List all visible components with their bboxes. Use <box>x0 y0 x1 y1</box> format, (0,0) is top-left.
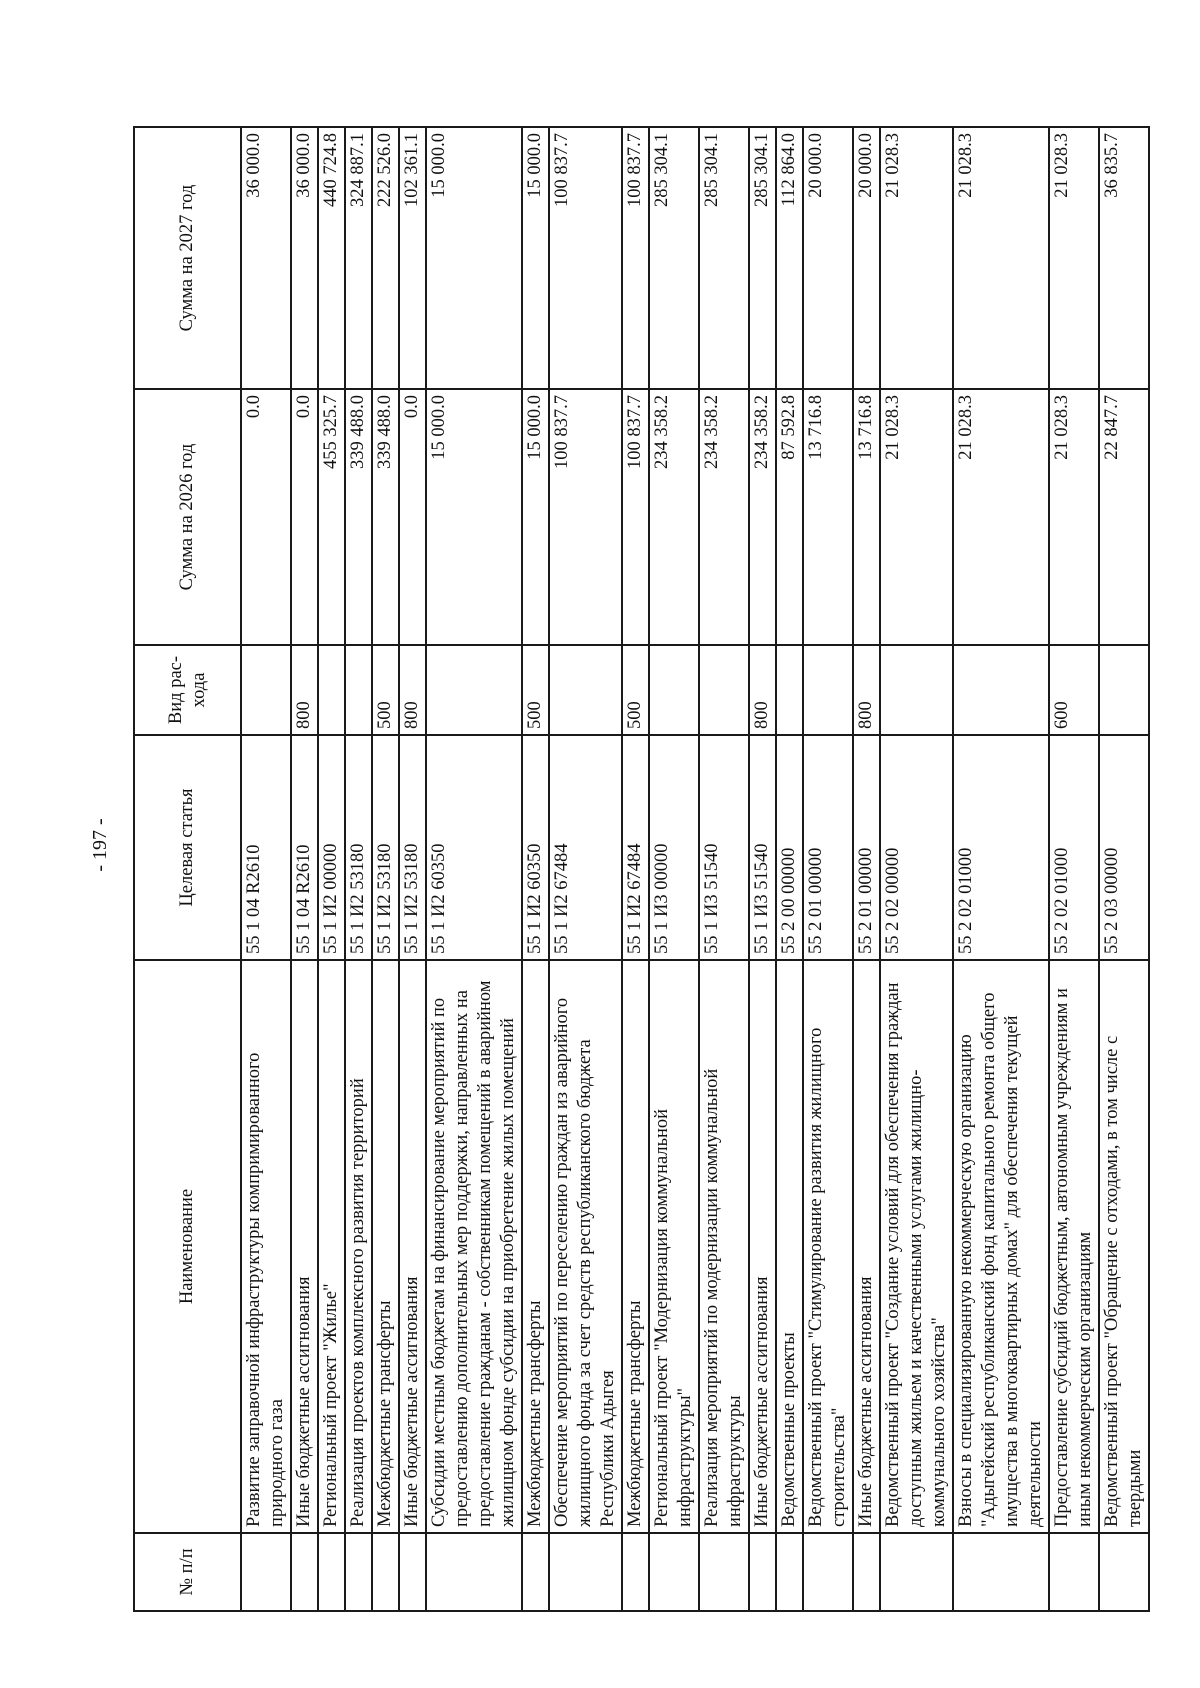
header-name: Наименование <box>134 960 241 1533</box>
row-sum-2026: 21 028.3 <box>1049 389 1099 645</box>
row-sum-2026: 0.0 <box>291 389 318 645</box>
row-sum-2027: 285 304.1 <box>649 127 699 389</box>
row-expense-type <box>549 645 622 735</box>
row-sum-2026: 13 716.8 <box>803 389 853 645</box>
rotated-document <box>133 128 1145 1612</box>
row-num <box>699 1533 749 1611</box>
table-row <box>549 127 622 1611</box>
row-name: Предоставление субсидий бюджетным, автономным учреждениям и иным некоммерческим организациям <box>1049 960 1099 1533</box>
row-name: Иные бюджетные ассигнования <box>291 960 318 1533</box>
row-sum-2026: 100 837.7 <box>549 389 622 645</box>
header-num: № п/п <box>134 1533 241 1611</box>
table-row <box>699 127 749 1611</box>
row-expense-type: 500 <box>622 645 649 735</box>
row-sum-2026: 21 028.3 <box>880 389 953 645</box>
row-num <box>241 1533 291 1611</box>
row-sum-2027: 285 304.1 <box>699 127 749 389</box>
row-name: Реализация мероприятий по модернизации коммунальной инфраструктуры <box>699 960 749 1533</box>
row-sum-2027: 285 304.1 <box>749 127 776 389</box>
row-expense-type <box>776 645 803 735</box>
row-num <box>426 1533 522 1611</box>
row-num <box>953 1533 1049 1611</box>
row-article: 55 2 02 00000 <box>880 735 953 960</box>
row-article: 55 2 01 00000 <box>803 735 853 960</box>
row-sum-2027: 15 000.0 <box>426 127 522 389</box>
row-article: 55 1 04 R2610 <box>291 735 318 960</box>
row-num <box>372 1533 399 1611</box>
row-expense-type: 600 <box>1049 645 1099 735</box>
row-expense-type: 800 <box>749 645 776 735</box>
table-row <box>399 127 426 1611</box>
row-expense-type: 800 <box>291 645 318 735</box>
row-name: Иные бюджетные ассигнования <box>399 960 426 1533</box>
row-article: 55 1 И2 53180 <box>399 735 426 960</box>
table-row <box>241 127 291 1611</box>
table-header-row <box>134 127 241 1611</box>
row-num <box>1049 1533 1099 1611</box>
row-expense-type: 500 <box>522 645 549 735</box>
row-sum-2026: 15 000.0 <box>522 389 549 645</box>
row-name: Реализация проектов комплексного развития территорий <box>345 960 372 1533</box>
row-sum-2027: 222 526.0 <box>372 127 399 389</box>
row-expense-type <box>803 645 853 735</box>
row-name: Ведомственный проект "Стимулирование развития жилищного строительства" <box>803 960 853 1533</box>
row-sum-2027: 20 000.0 <box>803 127 853 389</box>
row-sum-2027: 21 028.3 <box>953 127 1049 389</box>
row-expense-type <box>241 645 291 735</box>
row-sum-2027: 36 000.0 <box>241 127 291 389</box>
row-name: Иные бюджетные ассигнования <box>853 960 880 1533</box>
row-article: 55 1 И3 51540 <box>699 735 749 960</box>
page-number: - 197 - <box>89 818 111 872</box>
row-sum-2026: 21 028.3 <box>953 389 1049 645</box>
row-article: 55 1 И2 53180 <box>372 735 399 960</box>
table-row <box>880 127 953 1611</box>
row-name: Межбюджетные трансферты <box>372 960 399 1533</box>
row-sum-2026: 87 592.8 <box>776 389 803 645</box>
row-name: Межбюджетные трансферты <box>522 960 549 1533</box>
row-num <box>880 1533 953 1611</box>
row-sum-2026: 234 358.2 <box>699 389 749 645</box>
row-article: 55 1 И2 60350 <box>522 735 549 960</box>
row-sum-2026: 22 847.7 <box>1099 389 1149 645</box>
table-row <box>622 127 649 1611</box>
row-name: Ведомственный проект "Создание условий для обеспечения граждан доступным жильем и качественными услугами жилищно-коммунального хозяйства" <box>880 960 953 1533</box>
header-sum-2027: Сумма на 2027 год <box>134 127 241 389</box>
row-sum-2026: 455 325.7 <box>318 389 345 645</box>
row-sum-2027: 15 000.0 <box>522 127 549 389</box>
row-expense-type <box>426 645 522 735</box>
row-article: 55 1 04 R2610 <box>241 735 291 960</box>
row-num <box>1099 1533 1149 1611</box>
table-row <box>1099 127 1149 1611</box>
row-article: 55 2 01 00000 <box>853 735 880 960</box>
row-name: Ведомственный проект "Обращение с отходами, в том числе с твердыми <box>1099 960 1149 1533</box>
row-expense-type <box>953 645 1049 735</box>
row-name: Взносы в специализированную некоммерческую организацию "Адыгейский республиканский фонд капитального ремонта общего имущества в многоквартирных домах" для обеспечения текущей деятельности <box>953 960 1049 1533</box>
table-row <box>291 127 318 1611</box>
row-name: Иные бюджетные ассигнования <box>749 960 776 1533</box>
budget-table <box>133 126 1150 1612</box>
table-row <box>953 127 1049 1611</box>
row-expense-type <box>699 645 749 735</box>
table-row <box>853 127 880 1611</box>
row-sum-2027: 324 887.1 <box>345 127 372 389</box>
row-num <box>622 1533 649 1611</box>
row-sum-2026: 15 000.0 <box>426 389 522 645</box>
row-sum-2027: 440 724.8 <box>318 127 345 389</box>
row-expense-type <box>345 645 372 735</box>
row-name: Обеспечение мероприятий по переселению граждан из аварийного жилищного фонда за счет средств республиканского бюджета Республики Адыгея <box>549 960 622 1533</box>
row-num <box>649 1533 699 1611</box>
row-sum-2027: 100 837.7 <box>622 127 649 389</box>
row-expense-type: 800 <box>399 645 426 735</box>
row-name: Ведомственные проекты <box>776 960 803 1533</box>
row-sum-2026: 234 358.2 <box>649 389 699 645</box>
row-expense-type <box>649 645 699 735</box>
header-article: Целевая статья <box>134 735 241 960</box>
row-sum-2026: 0.0 <box>399 389 426 645</box>
row-name: Региональный проект "Жилье" <box>318 960 345 1533</box>
row-article: 55 2 00 00000 <box>776 735 803 960</box>
header-sum-2026: Сумма на 2026 год <box>134 389 241 645</box>
row-sum-2027: 36 835.7 <box>1099 127 1149 389</box>
table-row <box>372 127 399 1611</box>
table-row <box>649 127 699 1611</box>
row-sum-2027: 36 000.0 <box>291 127 318 389</box>
row-num <box>522 1533 549 1611</box>
row-article: 55 1 И3 00000 <box>649 735 699 960</box>
row-name: Субсидии местным бюджетам на финансирование мероприятий по предоставлению дополнительных мер поддержки, направленных на предоставление гражданам - собственникам помещений в аварийном жилищном фонде субсидии на приобретение жилых помещений <box>426 960 522 1533</box>
row-expense-type: 500 <box>372 645 399 735</box>
row-article: 55 1 И2 00000 <box>318 735 345 960</box>
row-name: Межбюджетные трансферты <box>622 960 649 1533</box>
row-num <box>853 1533 880 1611</box>
row-sum-2027: 102 361.1 <box>399 127 426 389</box>
row-sum-2027: 21 028.3 <box>880 127 953 389</box>
row-sum-2026: 0.0 <box>241 389 291 645</box>
row-num <box>803 1533 853 1611</box>
row-num <box>749 1533 776 1611</box>
table-row <box>776 127 803 1611</box>
row-expense-type <box>1099 645 1149 735</box>
table-row <box>803 127 853 1611</box>
table-row <box>318 127 345 1611</box>
row-expense-type <box>880 645 953 735</box>
table-row <box>749 127 776 1611</box>
table-row <box>426 127 522 1611</box>
row-sum-2027: 21 028.3 <box>1049 127 1099 389</box>
row-num <box>549 1533 622 1611</box>
table-row <box>522 127 549 1611</box>
row-num <box>776 1533 803 1611</box>
row-num <box>345 1533 372 1611</box>
row-sum-2027: 112 864.0 <box>776 127 803 389</box>
table-row <box>345 127 372 1611</box>
header-expense-type: Вид рас-хода <box>134 645 241 735</box>
row-num <box>291 1533 318 1611</box>
row-sum-2026: 234 358.2 <box>749 389 776 645</box>
row-name: Развитие заправочной инфраструктуры компримированного природного газа <box>241 960 291 1533</box>
row-name: Региональный проект "Модернизация коммунальной инфраструктуры" <box>649 960 699 1533</box>
row-article: 55 2 03 00000 <box>1099 735 1149 960</box>
row-sum-2026: 100 837.7 <box>622 389 649 645</box>
row-article: 55 1 И2 67484 <box>622 735 649 960</box>
row-sum-2026: 339 488.0 <box>345 389 372 645</box>
row-num <box>318 1533 345 1611</box>
row-article: 55 2 02 01000 <box>1049 735 1099 960</box>
row-article: 55 1 И2 60350 <box>426 735 522 960</box>
row-article: 55 2 02 01000 <box>953 735 1049 960</box>
row-article: 55 1 И2 67484 <box>549 735 622 960</box>
row-sum-2027: 100 837.7 <box>549 127 622 389</box>
row-sum-2026: 13 716.8 <box>853 389 880 645</box>
row-expense-type <box>318 645 345 735</box>
row-article: 55 1 И3 51540 <box>749 735 776 960</box>
row-expense-type: 800 <box>853 645 880 735</box>
table-row <box>1049 127 1099 1611</box>
row-article: 55 1 И2 53180 <box>345 735 372 960</box>
row-num <box>399 1533 426 1611</box>
row-sum-2027: 20 000.0 <box>853 127 880 389</box>
row-sum-2026: 339 488.0 <box>372 389 399 645</box>
